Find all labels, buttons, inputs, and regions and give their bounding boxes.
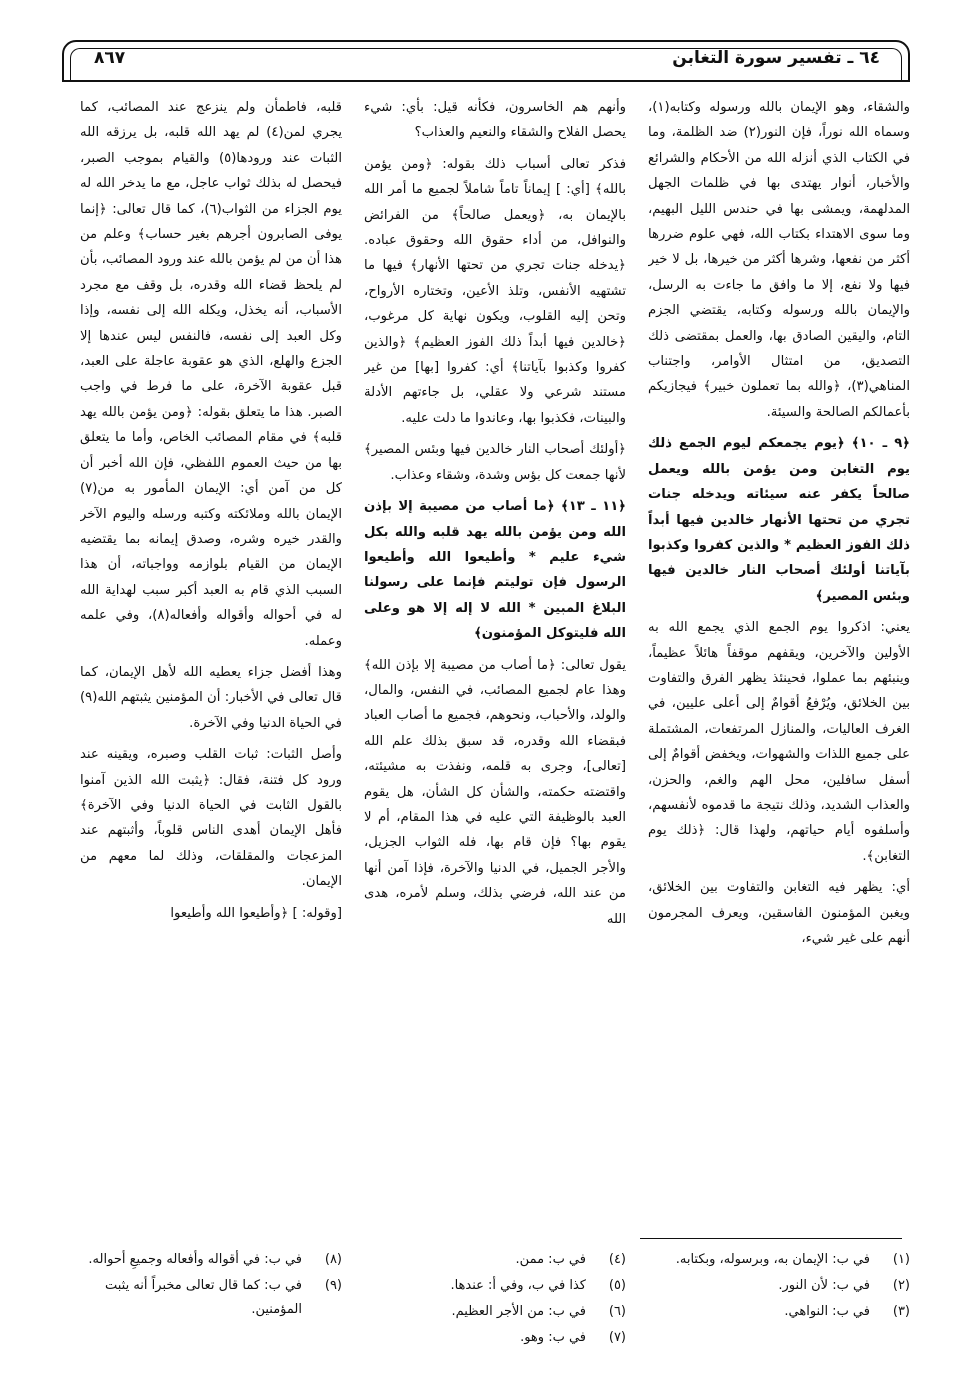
verse-block: ﴿٩ ـ ١٠﴾ ﴿يوم يجمعكم ليوم الجمع ذلك يوم التغابن ومن يؤمن بالله ويعمل صالحاً يكفر عنه سيئاته ويدخله جنات تجري من تحتها الأنهار خالدين فيها أبداً ذلك الفوز العظيم * والذين كفروا وكذبوا بآياتنا أولئك أصحاب النار خالدين فيها وبئس المصير﴾ — [648, 436, 910, 604]
paragraph: وهذا أفضل جزاء يعطيه الله لأهل الإيمان، كما قال تعالى في الأخبار: أن المؤمنين يثبتهم الله(٩) في الحياة الدنيا وفي الآخرة. — [80, 664, 342, 731]
footnote — [648, 1300, 910, 1324]
paragraph: وأصل الثبات: ثبات القلب وصبره، ويقينه عند ورود كل فتنة، فقال: ﴿يثبت الله الذين آمنوا بالقول الثابت في الحياة الدنيا وفي الآخرة﴾ فأهل الإيمان أهدى الناس قلوباً، وأثبتهم عند المزعجات والمقلقات، وذلك لما معهم من الإيمان. — [80, 747, 342, 890]
footnote-text: في ب: النواهي. — [784, 1304, 870, 1319]
text-columns — [80, 95, 910, 1235]
paragraph: [وقوله: ] ﴿وأطيعوا الله وأطيعوا — [170, 905, 342, 921]
paragraph: والشقاء، وهو الإيمان بالله ورسوله وكتابه(١)، وسماه الله نوراً، فإن النور(٢) ضد الظلمة، وما في الكتاب الذي أنزله الله من الأحكام والشرائع والأخبار، أنوار يهتدى بها في ظلمات الجهل المدلهمة، ويمشى بها في حندس الليل البهيم، وما سوى الاهتداء بكتاب الله، فهي علوم ضررها أكثر من نفعها، وشرها أكثر من خيرها، بل لا خير فيها ولا نفع، إلا ما وافق ما جاءت به الرسل، والإيمان بالله ورسوله وكتابه، يقتضي الجزم التام، واليقين الصادق بها، والعمل بمقتضى ذلك التصديق، من امتثال الأوامر، واجتناب المناهي(٣)، ﴿والله بما تعملون خبير﴾ فيجازيكم بأعمالكم الصالحة والسيئة. — [648, 100, 910, 420]
paragraph: ﴿أولئك أصحاب النار خالدين فيها وبئس المصير﴾ لأنها جمعت كل بؤس وشدة، وشقاء وعذاب. — [364, 442, 626, 483]
text-column-right — [648, 95, 910, 1235]
paragraph: وأنهم هم الخاسرون، فكأنه قيل: بأي: شيء يحصل الفلاح والشقاء والنعيم والعذاب؟ — [364, 100, 626, 141]
footnote-text: كذا في ب، وفي أ: عندها. — [450, 1278, 586, 1293]
verse-block: ﴿١١ ـ ١٣﴾ ﴿ما أصاب من مصيبة إلا بإذن الله ومن يؤمن بالله يهد قلبه والله بكل شيء عليم * وأطيعوا الله وأطيعوا الرسول فإن توليتم فإنما على رسولنا البلاغ المبين * الله لا إله إلا هو وعلى الله فليتوكل المؤمنون﴾ — [364, 499, 626, 642]
footnote-separator — [640, 1238, 902, 1239]
footnote-text: في ب: ممن. — [515, 1252, 586, 1267]
footnote — [80, 1248, 342, 1272]
footnote-text: في ب: كما قال تعالى مخبراً أنه يثبت المؤمنين. — [104, 1278, 302, 1317]
footnote-column-left — [80, 1248, 342, 1324]
running-title: ٦٤ ـ تفسير سورة التغابن — [672, 48, 880, 68]
footnote — [648, 1248, 910, 1272]
footnote-number: (٩) — [324, 1278, 342, 1293]
footnote-text: في ب: لأن النور. — [778, 1278, 870, 1293]
footnote-number: (١) — [892, 1252, 910, 1267]
footnote-number: (٥) — [608, 1278, 626, 1293]
paragraph: فذكر تعالى أسباب ذلك بقوله: ﴿ومن يؤمن بالله﴾ [أي: ] إيماناً تاماً شاملاً لجميع ما أمر الله بالإيمان به، ﴿ويعمل صالحاً﴾ من الفرائض والنوافل، من أداء حقوق الله وحقوق عباده. ﴿يدخله جنات تجري من تحتها الأنهار﴾ فيها ما تشتهيه الأنفس، وتلذ الأعين، وتختاره الأرواح، وتحن إليه القلوب، ويكون نهاية كل مرغوب، ﴿خالدين فيها أبداً ذلك الفوز العظيم﴾ ﴿والذين كفروا وكذبوا بآياتنا﴾ أي: كفروا [بها] من غير مستند شرعي ولا عقلي، بل جاءتهم الأدلة والبينات، فكذبوا بها، وعاندوا ما دلت عليه. — [364, 156, 626, 426]
paragraph: يقول تعالى: ﴿ما أصاب من مصيبة إلا بإذن الله﴾ وهذا عام لجميع المصائب، في النفس، والمال، والولد، والأحباب، ونحوهم، فجميع ما أصاب العباد فبقضاء الله وقدره، قد سبق بذلك علم الله [تعالى]، وجرى به قلمه، ونفذت به مشيئته، واقتضته حكمته، والشأن كل الشأن، هل يقوم العبد بالوظيفة التي عليه في هذا المقام، أم لا يقوم بها؟ فإن قام بها، فله الثواب الجزيل، والأجر الجميل، في الدنيا والآخرة، فإذا آمن أنها من عند الله، فرضي بذلك، وسلم لأمره، هدى الله — [364, 657, 626, 927]
footnotes — [80, 1248, 910, 1366]
footnote-column-middle — [364, 1248, 626, 1352]
footnote — [364, 1248, 626, 1272]
footnote-text: في ب: في أقواله وأفعاله وجميعِ أحواله. — [88, 1252, 302, 1267]
text-column-middle — [364, 95, 626, 1235]
footnote — [80, 1274, 342, 1322]
footnote — [364, 1326, 626, 1350]
paragraph: أي: يظهر فيه التغابن والتفاوت بين الخلائق، ويغبن المؤمنون الفاسقين، ويعرف المجرمون أنهم على غير شيء، — [648, 880, 910, 946]
footnote-column-right — [648, 1248, 910, 1326]
footnote-number: (٢) — [892, 1278, 910, 1293]
footnote-number: (٤) — [608, 1252, 626, 1267]
page-header — [62, 40, 910, 82]
footnote-text: في ب: الإيمان به، وبرسوله، وبكتابه. — [675, 1252, 870, 1267]
text-column-left — [80, 95, 342, 1235]
footnote — [364, 1274, 626, 1298]
paragraph: يعني: اذكروا يوم الجمع الذي يجمع الله به الأولين والآخرين، ويقفهم موقفاً هائلاً عظيماً، وينبئهم بما عملوا، فحينئذ يظهر الفرق والتفاوت بين الخلائق، ويُرْفعُ أقوامٌ إلى أعلى عليين، في الغرف العاليات، والمنازل المرتفعات، المشتملة على جميع اللذات والشهوات، ويخفض أقوامٌ إلى أسفل سافلين، محل الهم والغم، والحزن، والعذاب الشديد، وذلك نتيجة ما قدموه لأنفسهم، وأسلفوه أيام حياتهم، ولهذا قال: ﴿ذلك يوم التغابن﴾. — [648, 620, 910, 864]
footnote-number: (٦) — [608, 1304, 626, 1319]
footnote-number: (٨) — [324, 1252, 342, 1267]
footnote — [648, 1274, 910, 1298]
footnote-number: (٧) — [608, 1330, 626, 1345]
footnote-text: في ب: من الأجر العظيم. — [451, 1304, 586, 1319]
footnote — [364, 1300, 626, 1324]
footnote-text: في ب: وهو. — [520, 1330, 586, 1345]
page-number: ٨٦٧ — [94, 48, 126, 68]
paragraph: قلبه، فاطمأن ولم ينزعج عند المصائب، كما يجري لمن(٤) لم يهد الله قلبه، بل يرزقه الله الثبات عند ورودها(٥) والقيام بموجب الصبر، فيحصل له بذلك ثواب عاجل، مع ما يدخر الله له يوم الجزاء من الثواب(٦)، كما قال تعالى: ﴿إنما يوفى الصابرون أجرهم بغير حساب﴾ وعلم من هذا أن من لم يؤمن بالله عند ورود المصائب، بأن لم يلحظ قضاء الله وقدره، بل وقف مع مجرد الأسباب، أنه يخذل، ويكله الله إلى نفسه، وإذا وكل العبد إلى نفسه، فالنفس ليس عندها إلا الجزع والهلع، الذي هو عقوبة عاجلة على العبد، قبل عقوبة الآخرة، على ما فرط في واجب الصبر. هذا ما يتعلق بقوله: ﴿ومن يؤمن بالله يهد قلبه﴾ في مقام المصائب الخاص، وأما ما يتعلق بها من حيث العموم اللفظي، فإن الله أخبر أن كل من آمن أي: الإيمان المأمور به من(٧) الإيمان بالله وملائكته وكتبه ورسله واليوم الآخر والقدر خيره وشره، وصدق إيمانه بما يقتضيه الإيمان من القيام بلوازمه وواجباته، أن هذا السبب الذي قام به العبد أكبر سبب لهداية الله له في أحواله وأقواله وأفعاله(٨)، وفي علمه وعمله. — [80, 100, 342, 649]
footnote-number: (٣) — [892, 1304, 910, 1319]
